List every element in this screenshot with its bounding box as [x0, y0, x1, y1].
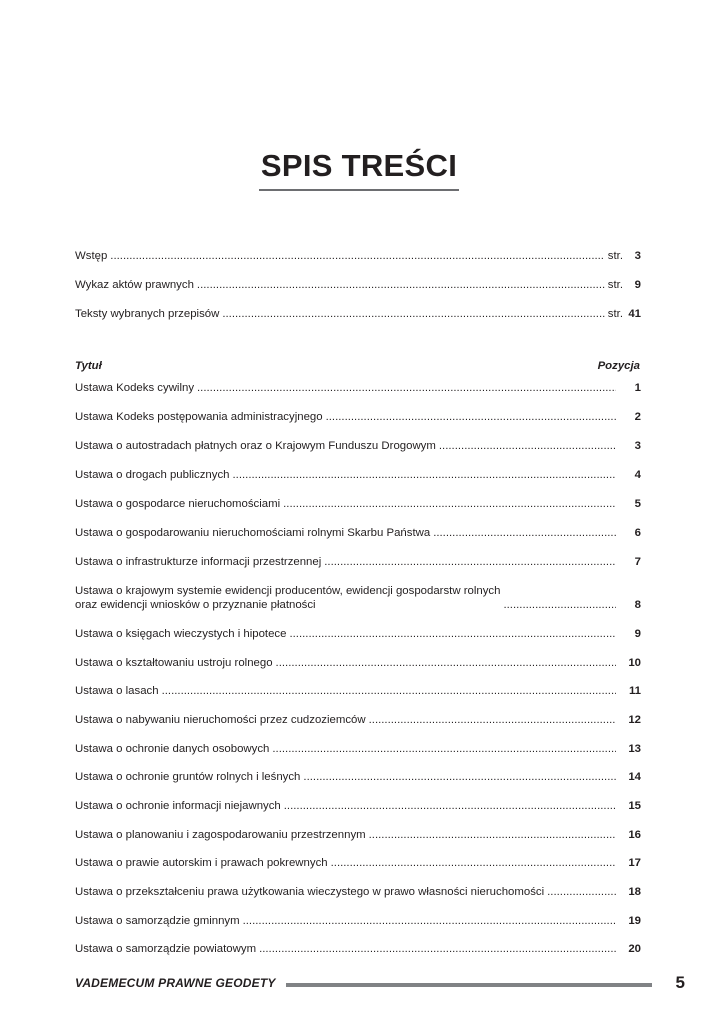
toc-entry-position: 11 — [628, 685, 641, 697]
toc-entry-label: Ustawa o samorządzie powiatowym — [75, 943, 257, 955]
toc-entry-position: 10 — [628, 657, 641, 669]
toc-entry — [75, 627, 641, 641]
leader-dots — [276, 656, 616, 670]
leader-dots — [369, 713, 616, 727]
toc-entry-position: 8 — [634, 599, 641, 611]
toc-entry — [75, 497, 641, 511]
page-number: 9 — [634, 279, 641, 291]
toc-entry-position: 2 — [634, 411, 641, 423]
footer-rule — [286, 983, 652, 987]
toc-entry-position: 18 — [628, 886, 641, 898]
leader-dots — [272, 742, 616, 756]
leader-dots — [283, 497, 616, 511]
toc-entry-position: 5 — [634, 498, 641, 510]
toc-entry-position: 12 — [628, 714, 641, 726]
toc-entry-label: Ustawa Kodeks cywilny — [75, 382, 195, 394]
toc-entry-label: Ustawa o ochronie gruntów rolnych i leśnych — [75, 771, 301, 783]
leader-dots — [324, 555, 616, 569]
toc-front-item — [75, 307, 641, 321]
toc-entry — [75, 713, 641, 727]
page-prefix: str. — [607, 250, 623, 262]
toc-entry — [75, 856, 641, 870]
page-number: 41 — [628, 308, 641, 320]
toc-entry-label-multiline — [75, 584, 500, 612]
toc-entry-label: Ustawa o ochronie danych osobowych — [75, 743, 270, 755]
toc-entry-label: Ustawa o infrastrukturze informacji przestrzennej — [75, 556, 322, 568]
toc-entry-label-line1: Ustawa o krajowym systemie ewidencji producentów, ewidencji gospodarstw rolnych — [75, 585, 501, 597]
toc-entry — [75, 526, 641, 540]
toc-entry-label: Ustawa o przekształceniu prawa użytkowania wieczystego w prawo własności nieruchomości — [75, 886, 545, 898]
toc-entry-label: Ustawa o księgach wieczystych i hipotece — [75, 628, 287, 640]
toc-entry-position: 9 — [634, 628, 641, 640]
leader-dots — [439, 439, 616, 453]
toc-entry — [75, 942, 641, 956]
leader-dots — [197, 381, 616, 395]
toc-entry — [75, 770, 641, 784]
toc-front-item — [75, 278, 641, 292]
toc-entry — [75, 584, 641, 612]
toc-entry-label: Ustawa o gospodarowaniu nieruchomościami rolnymi Skarbu Państwa — [75, 527, 431, 539]
toc-entry-label: Ustawa o prawie autorskim i prawach pokrewnych — [75, 857, 328, 869]
leader-dots — [331, 856, 616, 870]
leader-dots — [110, 249, 605, 263]
toc-entry-position: 6 — [634, 527, 641, 539]
leader-dots — [259, 942, 616, 956]
leader-dots — [369, 828, 616, 842]
page-title-block — [0, 148, 718, 191]
leader-dots — [433, 526, 616, 540]
toc-entry — [75, 439, 641, 453]
toc-entry — [75, 914, 641, 928]
toc-entry-position: 14 — [628, 771, 641, 783]
page-title: SPIS TREŚCI — [259, 148, 459, 191]
toc-entry-label: Ustawa Kodeks postępowania administracyjnego — [75, 411, 323, 423]
toc-entry-position: 17 — [628, 857, 641, 869]
page-number: 3 — [634, 250, 641, 262]
toc-entry — [75, 656, 641, 670]
toc-front-label: Wykaz aktów prawnych — [75, 279, 194, 291]
toc-front-label: Wstęp — [75, 250, 108, 262]
column-title-header: Tytuł — [75, 360, 102, 372]
leader-dots — [326, 410, 616, 424]
toc-entry — [75, 410, 641, 424]
toc-entry-label: Ustawa o nabywaniu nieruchomości przez cudzoziemców — [75, 714, 366, 726]
toc-front-item — [75, 249, 641, 263]
leader-dots — [284, 799, 616, 813]
toc-entry-position: 19 — [628, 915, 641, 927]
leader-dots — [162, 684, 616, 698]
toc-table-header — [75, 360, 640, 372]
toc-entry — [75, 684, 641, 698]
leader-dots — [503, 598, 616, 612]
toc-entry-position: 13 — [628, 743, 641, 755]
toc-entry — [75, 381, 641, 395]
page-prefix: str. — [607, 308, 623, 320]
column-position-header: Pozycja — [597, 360, 640, 372]
footer-page-number: 5 — [675, 973, 685, 992]
toc-entry — [75, 555, 641, 569]
toc-entry-label: Ustawa o lasach — [75, 685, 159, 697]
toc-entry — [75, 828, 641, 842]
toc-entry-label: Ustawa o kształtowaniu ustroju rolnego — [75, 657, 273, 669]
toc-front-label: Teksty wybranych przepisów — [75, 308, 220, 320]
toc-entry-label: Ustawa o drogach publicznych — [75, 469, 230, 481]
leader-dots — [303, 770, 616, 784]
toc-entry-position: 1 — [634, 382, 641, 394]
toc-entry — [75, 885, 641, 899]
toc-entry-position: 16 — [628, 829, 641, 841]
leader-dots — [197, 278, 605, 292]
page-footer — [75, 972, 685, 994]
leader-dots — [222, 307, 604, 321]
toc-entry-position: 20 — [628, 943, 641, 955]
toc-entry-position: 7 — [634, 556, 641, 568]
toc-entry-label: Ustawa o ochronie informacji niejawnych — [75, 800, 281, 812]
page-prefix: str. — [607, 279, 623, 291]
toc-entry-label: Ustawa o autostradach płatnych oraz o Krajowym Funduszu Drogowym — [75, 440, 436, 452]
toc-entry — [75, 799, 641, 813]
leader-dots — [243, 914, 616, 928]
toc-entry-position: 4 — [634, 469, 641, 481]
toc-entry-label-line2: oraz ewidencji wniosków o przyznanie płatności — [75, 599, 316, 611]
leader-dots — [233, 468, 617, 482]
toc-entry-position: 15 — [628, 800, 641, 812]
toc-entry-label: Ustawa o gospodarce nieruchomościami — [75, 498, 281, 510]
toc-entry — [75, 742, 641, 756]
leader-dots — [289, 627, 616, 641]
footer-brand: VADEMECUM PRAWNE GEODETY — [75, 976, 276, 990]
toc-entry — [75, 468, 641, 482]
toc-entry-label: Ustawa o planowaniu i zagospodarowaniu przestrzennym — [75, 829, 366, 841]
toc-entry-label: Ustawa o samorządzie gminnym — [75, 915, 240, 927]
leader-dots — [547, 885, 616, 899]
toc-entry-position: 3 — [634, 440, 641, 452]
